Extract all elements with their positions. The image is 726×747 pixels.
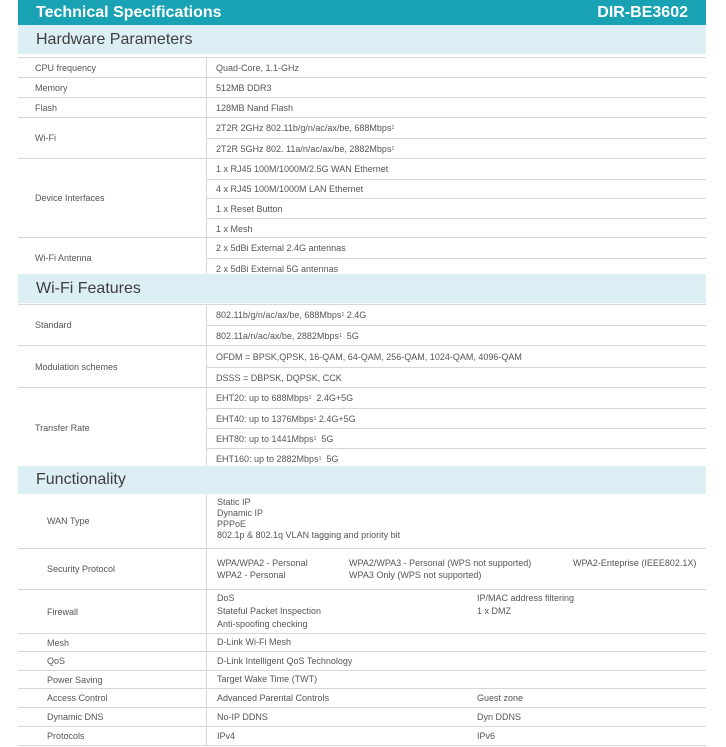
footnote-mark: 1 [338, 333, 342, 339]
section-title: Wi-Fi Features [36, 279, 141, 297]
row-value [207, 325, 706, 346]
value-text: Target Wake Time (TWT) [217, 674, 318, 684]
row-label: Mesh [47, 637, 70, 648]
row-label: Memory [35, 82, 68, 93]
row-value-cell [206, 388, 706, 467]
section-wifi-features [18, 274, 706, 303]
footnote-mark: 1 [391, 125, 395, 131]
value-text: WPA2 - Personal [217, 570, 286, 580]
band-text: 5G [321, 433, 334, 444]
row-value: 4 x RJ45 100M/1000M LAN Ethernet [207, 179, 706, 198]
footnote-mark: 1 [313, 415, 317, 422]
row-dynamic-dns [18, 707, 706, 726]
row-value-cell [206, 78, 706, 97]
value-text: WPA2-Enteprise (IEEE802.1X) [573, 558, 697, 568]
row-modulation [18, 345, 706, 387]
row-value-cell [206, 58, 706, 77]
page-title: Technical Specifications [36, 4, 222, 21]
value-text: 802.11a/n/ac/ax/be, 2882Mbps [216, 331, 339, 341]
row-value [207, 305, 706, 325]
value-text: IPv6 [477, 731, 496, 741]
value-text: EHT80: up to 1441Mbps [216, 433, 314, 444]
row-label: Device Interfaces [35, 193, 105, 203]
footnote-mark: 1 [318, 455, 322, 462]
row-value: OFDM = BPSK,QPSK, 16-QAM, 64-QAM, 256-QAM, 1024-QAM, 4096-QAM [216, 351, 522, 362]
row-power-saving [18, 670, 706, 688]
row-value [207, 138, 706, 159]
row-label: Standard [35, 320, 72, 330]
row-firewall [18, 589, 706, 633]
row-value-cell [206, 346, 706, 387]
row-label: Wi-Fi Antenna [35, 252, 92, 263]
row-value-cell [206, 159, 706, 237]
row-value-cell [206, 708, 706, 726]
value-text: IP/MAC address filtering [477, 593, 575, 603]
row-flash [18, 97, 706, 117]
row-label: Firewall [47, 606, 79, 617]
row-value: 512MB DDR3 [216, 83, 272, 93]
row-value-cell [206, 305, 706, 345]
table-bottom-border [18, 745, 706, 746]
band-text: 2.4G+5G [318, 413, 356, 424]
row-value-cell [206, 494, 706, 548]
row-value: 1 x Mesh [207, 218, 706, 238]
row-value: 2 x 5dBi External 2.4G antennas [216, 243, 346, 253]
row-cpu [18, 57, 706, 77]
row-label: Security Protocol [47, 564, 116, 574]
footnote-mark: 1 [313, 435, 317, 442]
value-text: WPA3 Only (WPS not supported) [349, 570, 482, 580]
row-transfer-rate [18, 387, 706, 467]
row-value-cell [206, 671, 706, 688]
row-label: Dynamic DNS [47, 712, 104, 722]
row-value-cell [206, 238, 706, 277]
row-label: Access Control [47, 693, 108, 703]
value-text: Anti-spoofing checking [217, 619, 308, 629]
value-text: EHT40: up to 1376Mbps [216, 413, 314, 424]
row-device-interfaces [18, 158, 706, 237]
row-protocols [18, 726, 706, 745]
row-label: Transfer Rate [35, 422, 90, 433]
value-text: 802.1p & 802.1q VLAN tagging and priority bit [217, 530, 401, 540]
value-text: Stateful Packet Inspection [217, 606, 322, 616]
row-value [207, 408, 706, 428]
value-text: WPA2/WPA3 - Personal (WPS not supported) [349, 558, 532, 568]
value-text: Dyn DDNS [477, 712, 522, 722]
row-label: WAN Type [47, 516, 90, 526]
row-memory [18, 77, 706, 97]
value-text: IPv4 [217, 731, 236, 741]
section-title: Hardware Parameters [36, 30, 193, 48]
row-value-cell [206, 727, 706, 745]
value-text: 2T2R 2GHz 802.11b/g/n/ac/ax/be, 688Mbps [216, 123, 392, 133]
footnote-mark: 1 [341, 312, 345, 318]
band-text: 5G [346, 331, 359, 341]
row-value: 1 x RJ45 100M/1000M/2.5G WAN Ethernet [216, 164, 389, 174]
value-text: Dynamic IP [217, 508, 264, 518]
section-functionality [18, 466, 706, 494]
value-text: Guest zone [477, 693, 524, 703]
row-label: Flash [35, 102, 58, 113]
row-value-cell [206, 689, 706, 707]
value-text: Static IP [217, 497, 251, 507]
row-value [207, 118, 706, 138]
row-value: DSSS = DBPSK, DQPSK, CCK [207, 367, 706, 388]
value-text: 1 x DMZ [477, 606, 512, 616]
row-label: CPU frequency [35, 62, 97, 73]
value-text: DoS [217, 593, 235, 603]
row-value [207, 388, 706, 408]
row-value [207, 428, 706, 448]
footnote-mark: 1 [308, 395, 312, 401]
row-wifi-antenna [18, 237, 706, 277]
row-value: 128MB Nand Flash [216, 103, 294, 113]
value-text: D-Link Intelligent QoS Technology [217, 656, 353, 666]
value-text: 2T2R 5GHz 802. 11a/n/ac/ax/be, 2882Mbps [216, 144, 392, 154]
value-text: 802.11b/g/n/ac/ax/be, 688Mbps [216, 310, 342, 320]
value-text: EHT160: up to 2882Mbps [216, 453, 319, 464]
row-standard [18, 304, 706, 345]
row-value [207, 448, 706, 468]
section-hardware [18, 25, 706, 54]
value-text: D-Link Wi-Fi Mesh [217, 637, 292, 647]
row-label: Modulation schemes [35, 361, 118, 372]
row-access-control [18, 688, 706, 707]
row-value-cell [206, 549, 706, 589]
value-text: WPA/WPA2 - Personal [217, 558, 308, 568]
row-value: Quad-Core, 1.1-GHz [216, 63, 300, 73]
section-title: Functionality [36, 471, 126, 488]
row-value: 1 x Reset Button [207, 198, 706, 218]
row-value-cell [206, 652, 706, 670]
row-value: 2 x 5dBi External 5G antennas [207, 258, 706, 278]
value-text: No-IP DDNS [217, 712, 268, 722]
model-name: DIR-BE3602 [597, 4, 688, 21]
row-value-cell [206, 98, 706, 117]
value-text: PPPoE [217, 519, 247, 529]
row-wifi [18, 117, 706, 158]
row-wan-type [18, 494, 706, 548]
footnote-mark: 1 [391, 146, 395, 152]
row-label: Wi-Fi [35, 133, 56, 143]
band-text: 2.4G+5G [316, 393, 354, 403]
row-security-protocol [18, 548, 706, 589]
row-value-cell [206, 590, 706, 633]
band-text: 5G [326, 453, 339, 464]
row-value-cell [206, 634, 706, 651]
row-label: Power Saving [47, 674, 103, 685]
row-label: Protocols [47, 731, 85, 741]
title-bar [18, 0, 706, 26]
value-text: EHT20: up to 688Mbps [216, 393, 309, 403]
row-value-cell [206, 118, 706, 158]
value-text: Advanced Parental Controls [217, 693, 330, 703]
row-qos [18, 651, 706, 670]
row-label: QoS [47, 656, 66, 666]
row-mesh [18, 633, 706, 651]
band-text: 2.4G [346, 310, 367, 320]
